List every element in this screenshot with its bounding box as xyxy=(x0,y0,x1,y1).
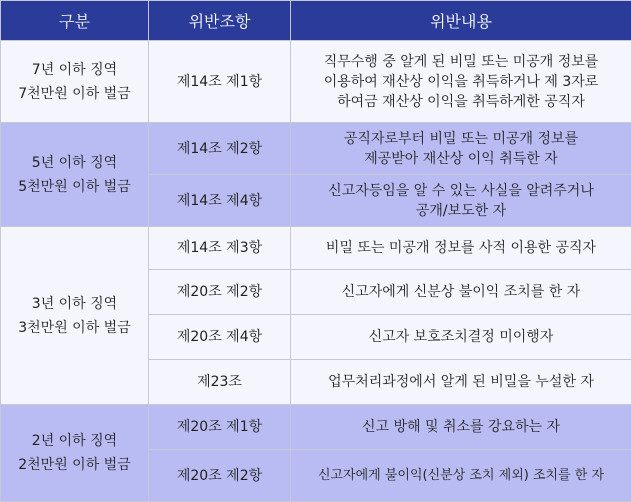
content-cell xyxy=(291,175,631,227)
penalty-line: 2천만원 이하 벌금 xyxy=(7,453,142,477)
header-row xyxy=(1,1,631,41)
article-cell: 제14조 제2항 xyxy=(149,123,291,175)
content-line: 공직자로부터 비밀 또는 미공개 정보를 xyxy=(297,129,625,149)
article-cell: 제20조 제1항 xyxy=(149,405,291,450)
article-cell: 제20조 제2항 xyxy=(149,270,291,315)
penalty-cell xyxy=(1,405,149,502)
penalty-cell xyxy=(1,41,149,123)
table-row xyxy=(1,405,631,450)
header-article: 위반조항 xyxy=(149,1,291,41)
content-line: 신고자등임을 알 수 있는 사실을 알려주거나 xyxy=(297,181,625,201)
content-cell xyxy=(291,123,631,175)
penalty-line: 7천만원 이하 벌금 xyxy=(7,82,142,106)
content-cell: 신고자에게 불이익(신분상 조치 제외) 조치를 한 자 xyxy=(291,450,631,502)
content-line: 이용하여 재산상 이익을 취득하거나 제 3자로 xyxy=(297,72,625,92)
penalty-cell xyxy=(1,123,149,227)
table-row xyxy=(1,227,631,270)
article-cell: 제14조 제1항 xyxy=(149,41,291,123)
header-content: 위반내용 xyxy=(291,1,631,41)
table-row xyxy=(1,123,631,175)
content-line: 공개/보도한 자 xyxy=(297,201,625,221)
content-cell xyxy=(291,41,631,123)
penalty-cell xyxy=(1,227,149,405)
header-category: 구분 xyxy=(1,1,149,41)
table-row xyxy=(1,41,631,123)
penalty-line: 5년 이하 징역 xyxy=(7,151,142,175)
content-line: 제공받아 재산상 이익 취득한 자 xyxy=(297,149,625,169)
content-line: 하여금 재산상 이익을 취득하게한 공직자 xyxy=(297,92,625,112)
article-cell: 제23조 xyxy=(149,360,291,405)
penalty-line: 2년 이하 징역 xyxy=(7,429,142,453)
content-cell: 신고자 보호조치결정 미이행자 xyxy=(291,315,631,360)
content-cell: 비밀 또는 미공개 정보를 사적 이용한 공직자 xyxy=(291,227,631,270)
content-line: 직무수행 중 알게 된 비밀 또는 미공개 정보를 xyxy=(297,52,625,72)
content-cell: 업무처리과정에서 알게 된 비밀을 누설한 자 xyxy=(291,360,631,405)
penalty-line: 5천만원 이하 벌금 xyxy=(7,175,142,199)
content-cell: 신고자에게 신분상 불이익 조치를 한 자 xyxy=(291,270,631,315)
article-cell: 제14조 제4항 xyxy=(149,175,291,227)
article-cell: 제20조 제2항 xyxy=(149,450,291,502)
penalty-line: 3년 이하 징역 xyxy=(7,292,142,316)
article-cell: 제20조 제4항 xyxy=(149,315,291,360)
penalty-line: 7년 이하 징역 xyxy=(7,58,142,82)
penalty-line: 3천만원 이하 벌금 xyxy=(7,316,142,340)
content-cell: 신고 방해 및 취소를 강요하는 자 xyxy=(291,405,631,450)
article-cell: 제14조 제3항 xyxy=(149,227,291,270)
